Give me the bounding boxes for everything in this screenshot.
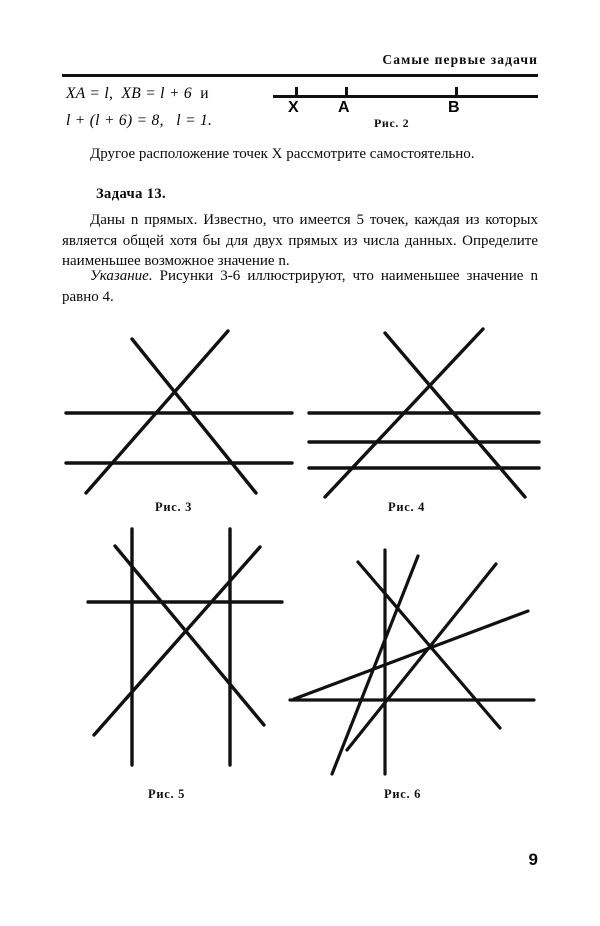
formula-xa: XA = l, — [66, 85, 114, 102]
figure-5-caption: Рис. 5 — [148, 787, 186, 801]
formula-line-1 — [66, 80, 271, 107]
header-rule — [62, 74, 538, 77]
number-line-axis — [273, 95, 538, 98]
figure-4-caption: Рис. 4 — [388, 500, 426, 514]
figure-5-diagram — [82, 525, 287, 770]
running-head: Самые первые задачи — [382, 52, 538, 67]
fig6-medium-rising-right — [347, 564, 496, 750]
figure-2-numberline — [270, 78, 540, 134]
tick-x — [295, 87, 298, 97]
fig5-diagonal-down-right — [115, 546, 264, 725]
formula-solution: l = 1. — [176, 112, 213, 129]
point-label-b: B — [448, 99, 460, 116]
figure-6-caption: Рис. 6 — [384, 787, 422, 801]
formula-block — [66, 80, 271, 134]
point-label-x: X — [288, 99, 299, 116]
fig3-diagonal-down-right — [132, 339, 256, 493]
tick-a — [345, 87, 348, 97]
formula-line-2 — [66, 107, 271, 134]
figure-3-diagram — [60, 325, 300, 500]
formula-sum: l + (l + 6) = 8, — [66, 112, 164, 129]
tick-b — [455, 87, 458, 97]
figure-6-diagram — [288, 548, 538, 778]
figure-4-diagram — [305, 325, 545, 500]
paragraph-task-statement — [62, 210, 538, 272]
hint-text: Рисунки 3-6 иллюстрируют, что наименьшее значение n равно 4. — [62, 268, 538, 305]
paragraph-hint — [62, 266, 538, 307]
paragraph-2-text: Даны n прямых. Известно, что имеется 5 точек, каждая из которых является общей хотя бы для двух прямых из числа данных. Определите наименьшее возможное значение n. — [62, 212, 538, 269]
formula-xb: XB = l + 6 — [121, 85, 192, 102]
figure-3-caption: Рис. 3 — [155, 500, 193, 514]
point-label-a: A — [338, 99, 350, 116]
hint-label: Указание. — [90, 268, 153, 284]
fig6-steep-rising — [332, 556, 418, 774]
task-heading: Задача 13. — [96, 186, 167, 202]
paragraph-other-arrangement — [62, 144, 538, 165]
formula-conjunction: и — [200, 85, 209, 102]
page-number: 9 — [528, 850, 538, 869]
fig5-diagonal-up-right — [94, 547, 260, 735]
paragraph-1-text: Другое расположение точек X рассмотрите самостоятельно. — [90, 146, 475, 162]
figure-2-caption: Рис. 2 — [374, 116, 410, 130]
